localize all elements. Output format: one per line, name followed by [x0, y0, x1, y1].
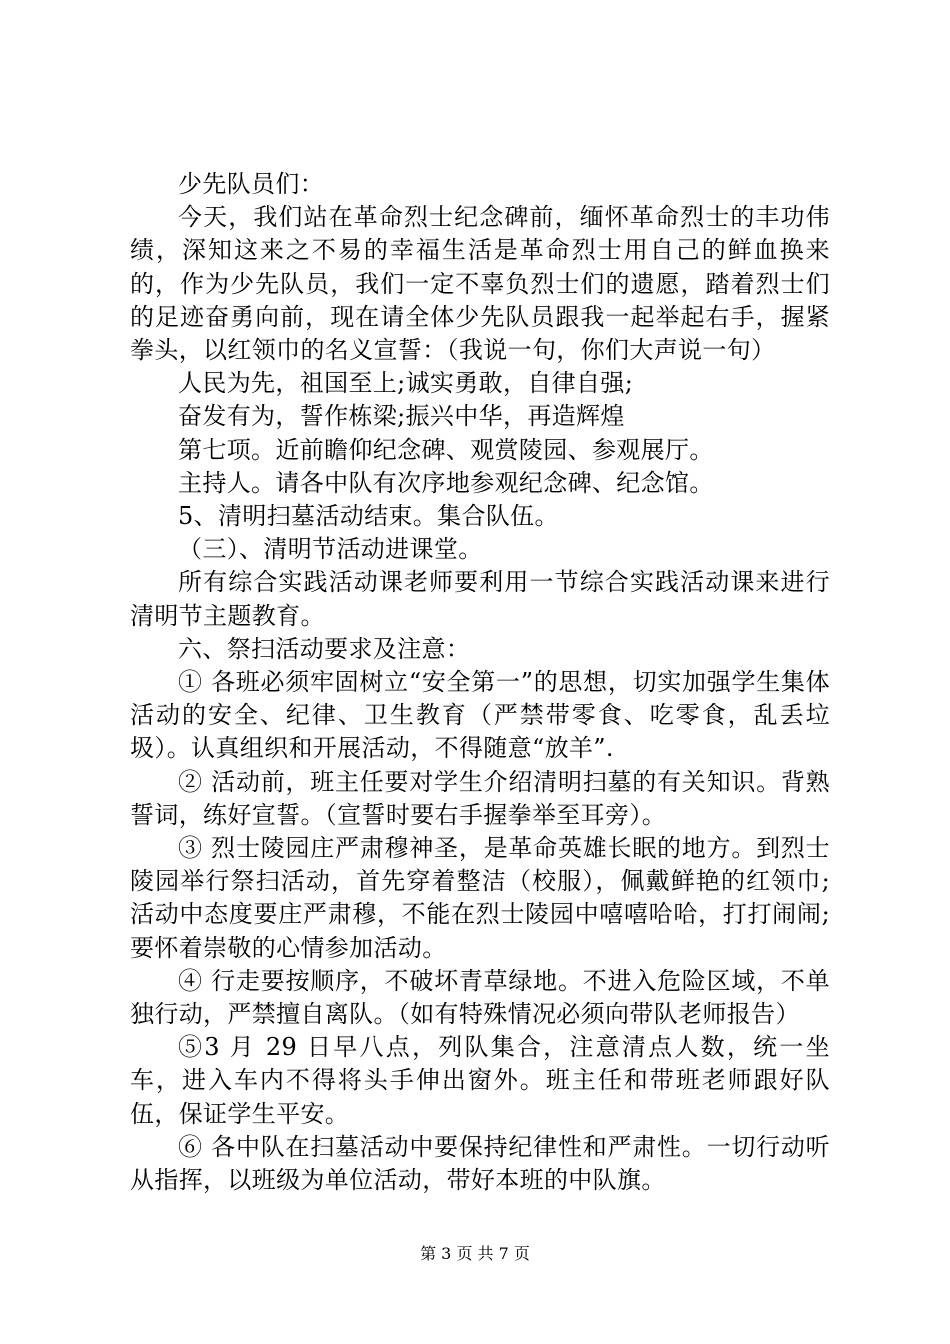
paragraph-rule-3: ③ 烈士陵园庄严肃穆神圣，是革命英雄长眠的地方。到烈士陵园举行祭扫活动，首先穿着整洁（校服），佩戴鲜艳的红领巾;活动中态度要庄严肃穆，不能在烈士陵园中嘻嘻哈哈，打打闹闹;要怀着崇敬的心情参加活动。: [130, 834, 830, 962]
paragraph-rule-6: ⑥ 各中队在扫墓活动中要保持纪律性和严肃性。一切行动听从指挥，以班级为单位活动，带好本班的中队旗。: [130, 1132, 830, 1195]
paragraph-host: 主持人。请各中队有次序地参观纪念碑、纪念馆。: [178, 468, 714, 497]
paragraph-activity-end: 5、清明扫墓活动结束。集合队伍。: [178, 502, 559, 531]
paragraph-oath-intro: 今天，我们站在革命烈士纪念碑前，缅怀革命烈士的丰功伟绩，深知这来之不易的幸福生活是革命烈士用自己的鲜血换来的，作为少先队员，我们一定不辜负烈士们的遗愿，踏着烈士们的足迹奋勇向前，现在请全体少先队员跟我一起举起右手，握紧拳头，以红领巾的名义宣誓：（我说一句，你们大声说一句）: [130, 203, 830, 365]
paragraph-section-six: 六、祭扫活动要求及注意：: [178, 634, 471, 663]
paragraph-oath-line-2: 奋发有为，誓作栋梁;振兴中华，再造辉煌: [178, 402, 625, 431]
paragraph-rule-2: ② 活动前，班主任要对学生介绍清明扫墓的有关知识。背熟誓词，练好宣誓。（宣誓时要右手握拳举至耳旁）。: [130, 767, 830, 829]
body-text: [130, 168, 830, 1197]
paragraph-rule-1: ① 各班必须牢固树立“安全第一”的思想，切实加强学生集体活动的安全、纪律、卫生教育（严禁带零食、吃零食，乱丢垃圾）。认真组织和开展活动，不得随意“放羊”.: [130, 668, 830, 763]
paragraph-classroom: 所有综合实践活动课老师要利用一节综合实践活动课来进行清明节主题教育。: [130, 568, 830, 630]
page-footer: 第 3 页 共 7 页: [420, 1244, 530, 1263]
paragraph-greeting: 少先队员们：: [178, 170, 325, 198]
paragraph-item-seven: 第七项。近前瞻仰纪念碑、观赏陵园、参观展厅。: [178, 435, 714, 464]
paragraph-rule-4: ④ 行走要按顺序，不破坏青草绿地。不进入危险区域，不单独行动，严禁擅自离队。（如有特殊情况必须向带队老师报告）: [130, 966, 830, 1029]
paragraph-rule-5: ⑤3 月 29 日早八点，列队集合，注意清点人数，统一坐车，进入车内不得将头手伸出窗外。班主任和带班老师跟好队伍，保证学生平安。: [130, 1033, 830, 1128]
paragraph-oath-line-1: 人民为先，祖国至上;诚实勇敢，自律自强;: [178, 369, 634, 398]
paragraph-section-three: （三）、清明节活动进课堂。: [178, 535, 483, 564]
